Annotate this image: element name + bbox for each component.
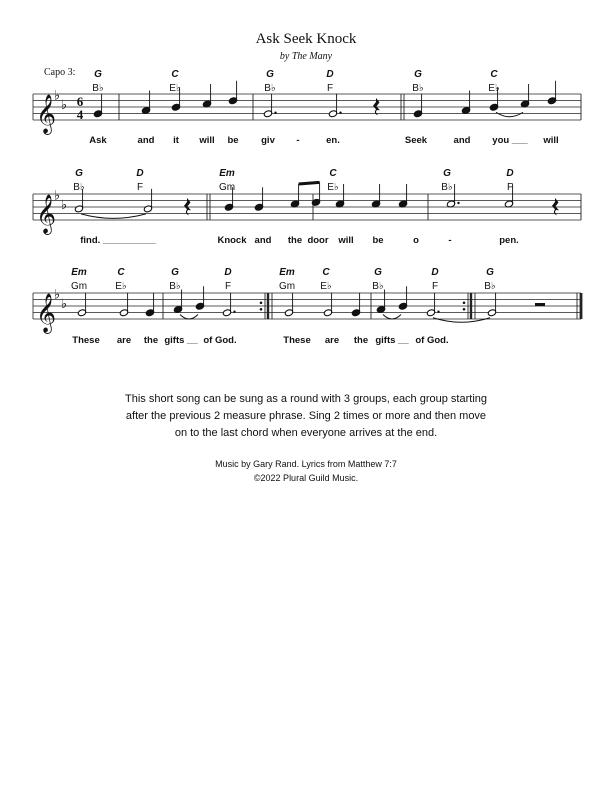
- concert-chord: E♭: [488, 83, 500, 94]
- repeat-dot: [260, 301, 263, 304]
- key-flat-icon: ♭: [60, 98, 68, 114]
- lyric-syllable: will: [199, 135, 215, 146]
- lyric-syllable: you ___: [492, 135, 528, 146]
- tie-slur: [496, 112, 523, 117]
- lyric-syllable: en.: [326, 135, 340, 146]
- concert-chord: F: [431, 281, 439, 292]
- concert-chord: F: [326, 83, 334, 94]
- capo-label: Capo 3:: [44, 67, 76, 78]
- concert-chord: E♭: [327, 182, 339, 193]
- lyric-syllable: and: [137, 135, 155, 146]
- capo-chord: C: [171, 69, 179, 80]
- lyric-syllable: -: [296, 135, 300, 146]
- time-signature-top: 6: [76, 94, 84, 109]
- lyric-syllable: Seek: [404, 135, 428, 146]
- lyric-syllable: the: [287, 235, 303, 246]
- capo-chord: G: [414, 69, 422, 80]
- lyric-syllable: will: [543, 135, 559, 146]
- concert-chord: B♭: [441, 182, 453, 193]
- dot-augmentation: [274, 112, 276, 114]
- dot-augmentation: [233, 311, 235, 313]
- instructions-line-2: after the previous 2 measure phrase. Sing 2 times or more and then move: [125, 410, 487, 422]
- half-rest-icon: [535, 303, 545, 306]
- concert-chord: B♭: [169, 281, 181, 292]
- tie-slur: [383, 315, 401, 320]
- lyric-syllable: of God.: [415, 335, 449, 346]
- concert-chord: B♭: [372, 281, 384, 292]
- concert-chord: B♭: [412, 83, 424, 94]
- concert-chord: Gm: [70, 281, 88, 292]
- lyric-syllable: be: [227, 135, 239, 146]
- lyric-syllable: and: [254, 235, 272, 246]
- concert-chord: B♭: [484, 281, 496, 292]
- capo-chord: D: [326, 69, 334, 80]
- key-flat-icon: ♭: [60, 297, 68, 313]
- capo-chord: G: [266, 69, 274, 80]
- dot-augmentation: [457, 202, 459, 204]
- capo-chord: G: [486, 267, 494, 278]
- key-flat-icon: ♭: [53, 287, 61, 303]
- key-flat-icon: ♭: [53, 88, 61, 104]
- lyric-syllable: These: [283, 335, 311, 346]
- tie-slur: [81, 214, 146, 219]
- credits-line-2: ©2022 Plural Guild Music.: [253, 473, 359, 483]
- lyric-syllable: Knock: [217, 235, 247, 246]
- lyric-syllable: Ask: [89, 135, 107, 146]
- concert-chord: B♭: [92, 83, 104, 94]
- capo-chord: Em: [71, 267, 87, 278]
- capo-chord: G: [94, 69, 102, 80]
- concert-chord: F: [224, 281, 232, 292]
- lyric-syllable: the: [353, 335, 369, 346]
- lyric-syllable: -: [448, 235, 452, 246]
- capo-chord: C: [490, 69, 498, 80]
- lyric-syllable: gifts __: [375, 335, 409, 346]
- dot-augmentation: [437, 311, 439, 313]
- concert-chord: B♭: [264, 83, 276, 94]
- lyric-syllable: will: [338, 235, 354, 246]
- instructions-line-3: on to the last chord when everyone arrives at the end.: [174, 427, 438, 439]
- concert-chord: F: [136, 182, 144, 193]
- lyric-syllable: and: [453, 135, 471, 146]
- treble-clef-icon: 𝄞: [36, 293, 57, 333]
- capo-chord: D: [136, 168, 144, 179]
- time-signature-bottom: 4: [76, 107, 84, 122]
- capo-chord: D: [506, 168, 514, 179]
- credits-line-1: Music by Gary Rand. Lyrics from Matthew 7:7: [215, 459, 397, 469]
- staff-system-3: [33, 286, 581, 334]
- capo-chord: G: [443, 168, 451, 179]
- capo-chord: G: [374, 267, 382, 278]
- staff-system-2: [33, 182, 581, 235]
- capo-chord: C: [329, 168, 337, 179]
- key-flat-icon: ♭: [53, 188, 61, 204]
- repeat-dot: [463, 308, 466, 311]
- lyric-syllable: are: [116, 335, 132, 346]
- concert-chord: E♭: [320, 281, 332, 292]
- tie-slur: [433, 318, 490, 323]
- dot-augmentation: [339, 112, 341, 114]
- lyric-syllable: door: [307, 235, 329, 246]
- repeat-dot: [463, 301, 466, 304]
- lyric-syllable: pen.: [499, 235, 519, 246]
- capo-chord: D: [224, 267, 232, 278]
- lyric-syllable: These: [72, 335, 100, 346]
- concert-chord: E♭: [115, 281, 127, 292]
- lyric-syllable: of God.: [203, 335, 237, 346]
- tie-slur: [180, 315, 198, 320]
- round-instructions: [96, 391, 516, 442]
- repeat-dot: [260, 308, 263, 311]
- lyric-syllable: find. __________: [80, 235, 156, 246]
- capo-chord: D: [431, 267, 439, 278]
- concert-chord: Gm: [218, 182, 236, 193]
- capo-chord: G: [75, 168, 83, 179]
- lyric-syllable: are: [324, 335, 340, 346]
- credits: [150, 457, 462, 485]
- song-title: Ask Seek Knock: [255, 31, 357, 47]
- instructions-line-1: This short song can be sung as a round with 3 groups, each group starting: [125, 393, 487, 405]
- capo-chord: Em: [219, 168, 235, 179]
- lyric-syllable: o: [413, 235, 419, 246]
- lyric-syllable: gifts __: [164, 335, 198, 346]
- capo-chord: G: [171, 267, 179, 278]
- concert-chord: F: [506, 182, 514, 193]
- concert-chord: B♭: [73, 182, 85, 193]
- capo-chord: C: [322, 267, 330, 278]
- lyric-syllable: it: [173, 135, 179, 146]
- song-byline: by The Many: [279, 51, 333, 62]
- key-flat-icon: ♭: [60, 198, 68, 214]
- lyric-syllable: the: [143, 335, 159, 346]
- note-beam: [299, 182, 320, 184]
- capo-chord: Em: [279, 267, 295, 278]
- capo-chord: C: [117, 267, 125, 278]
- concert-chord: E♭: [169, 83, 181, 94]
- lyric-syllable: be: [372, 235, 384, 246]
- music-score: [0, 0, 612, 372]
- treble-clef-icon: 𝄞: [36, 194, 57, 234]
- lyric-syllable: giv: [261, 135, 275, 146]
- treble-clef-icon: 𝄞: [36, 94, 57, 134]
- concert-chord: Gm: [278, 281, 296, 292]
